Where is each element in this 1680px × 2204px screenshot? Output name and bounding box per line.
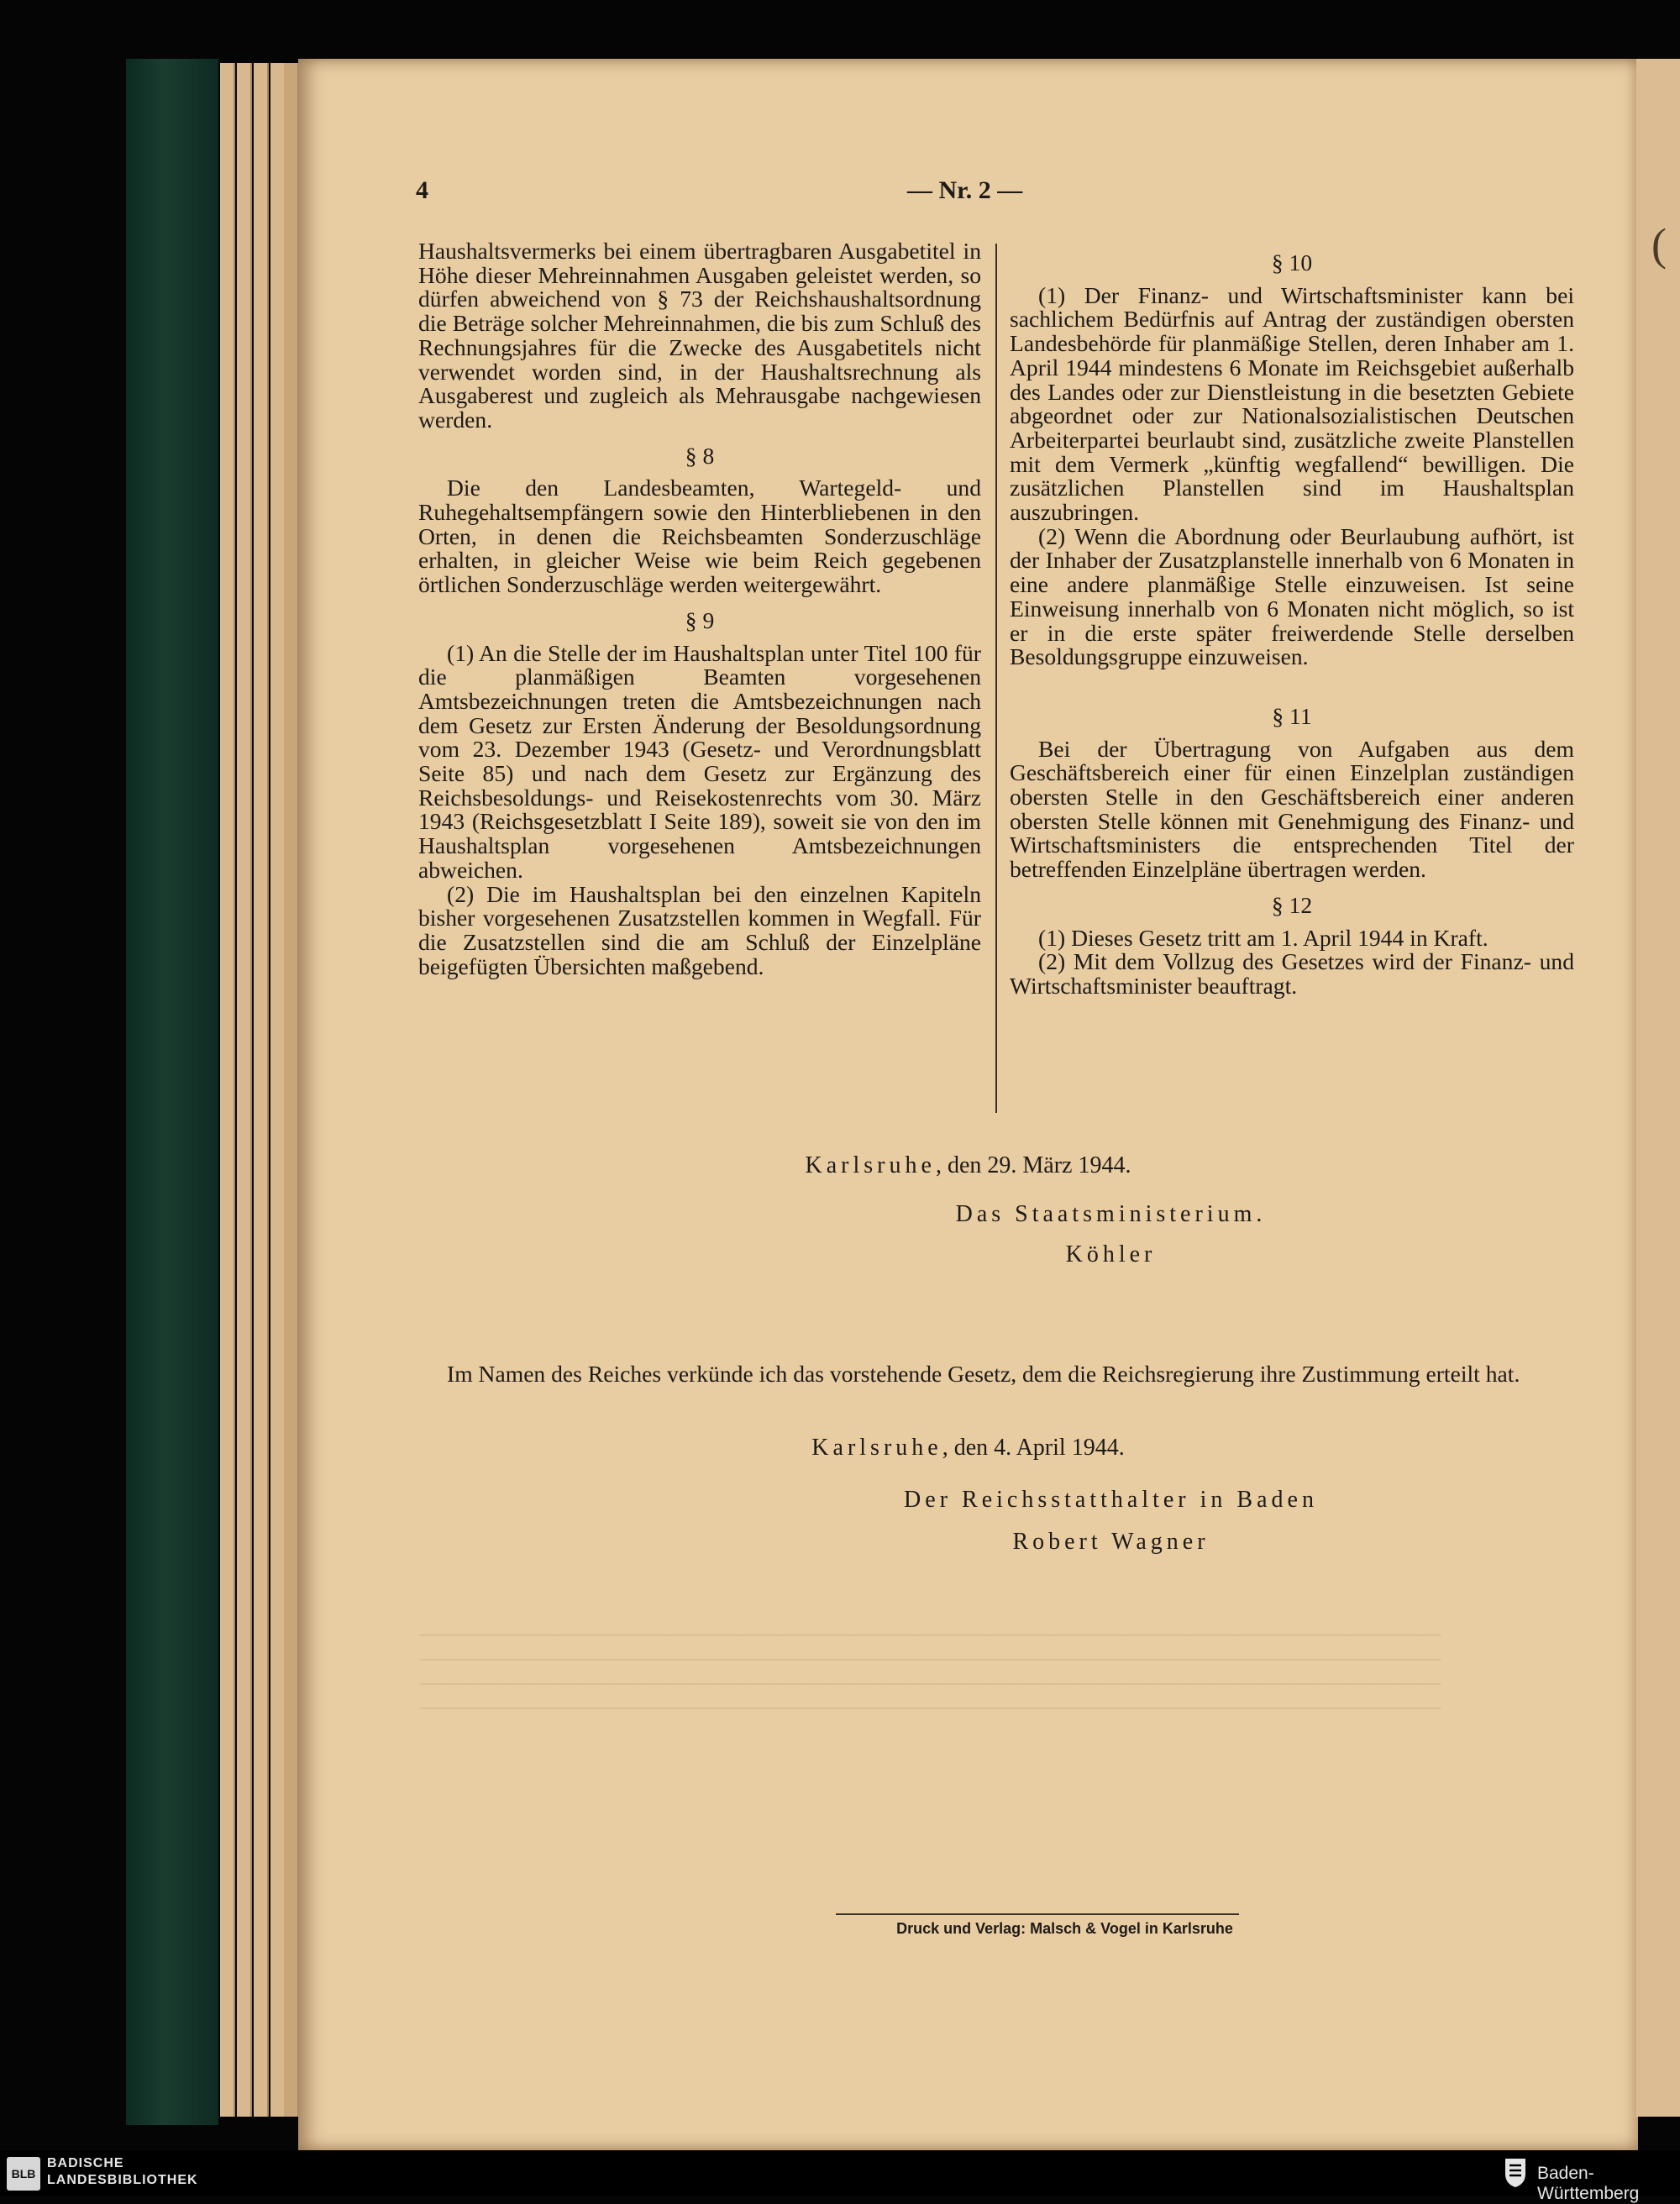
adjacent-page: [1636, 59, 1680, 2117]
page-edge: [254, 63, 269, 2117]
issue-number: — Nr. 2 —: [907, 176, 1023, 204]
paragraph: (1) An die Stelle der im Haushaltsplan unter Titel 100 für die planmäßigen Beamten vorgesehenen Amtsbezeichnungen treten die Amtsbezeichnungen nach dem Gesetz zur Ersten Änderung der Besoldungsordnung vom 23. Dezember 1943 (Gesetz- und Verordnungsblatt Seite 85) und nach dem Gesetz zur Ergänzung des Reichsbesoldungs- und Reisekostenrechts vom 30. März 1943 (Reichsgesetzblatt I Seite 189), soweit sie von den im Haushaltsplan vorgesehenen Amtsbezeichnungen abweichen.: [418, 639, 981, 883]
signer-1: Köhler: [1065, 1241, 1157, 1267]
section-heading: § 10: [1271, 249, 1313, 276]
city-2: Karlsruhe: [811, 1435, 942, 1461]
place-date-2: [298, 1435, 1638, 1461]
place-date-1: [298, 1152, 1638, 1179]
paragraph: Haushaltsvermerks bei einem übertragbaren Ausgabetitel in Höhe dieser Mehreinnahmen Ausgaben geleistet werden, so dürfen abweichend von § 73 der Reichshaushaltsordnung die Beträge solcher Mehreinnahmen, die bis zum Schluß des Rechnungsjahres für die Zwecke des Ausgabetitels nicht verwendet worden sind, in der Haushaltsrechnung als Ausgaberest und zugleich als Mehrausgabe nachgewiesen werden.: [418, 238, 981, 433]
adjacent-page-glyph: (: [1651, 219, 1667, 270]
footer-rule: [836, 1913, 1239, 1915]
section-heading: § 9: [685, 606, 715, 633]
page-edge: [220, 63, 235, 2117]
right-column: [1010, 239, 1574, 999]
ministry: Das Staatsministerium.: [955, 1201, 1267, 1227]
bw-label[interactable]: Baden-Württemberg: [1537, 2164, 1640, 2203]
paragraph: (2) Die im Haushaltsplan bei den einzelnen Kapiteln bisher vorgesehenen Zusatzstellen kommen in Wegfall. Für die Zusatzstellen sind die am Schluß der Einzelpläne beigefügten Übersichten maßgebend.: [418, 880, 981, 979]
imprint: Druck und Verlag: Malsch & Vogel in Karlsruhe: [896, 1920, 1233, 1937]
date-1: , den 29. März 1944.: [935, 1152, 1131, 1178]
city-1: Karlsruhe: [805, 1152, 936, 1178]
office: Der Reichsstatthalter in Baden: [904, 1487, 1318, 1513]
blb-wordmark[interactable]: [47, 2155, 198, 2189]
paragraph: (1) Der Finanz- und Wirtschaftsminister kann bei sachlichem Bedürfnis auf Antrag der zuständigen obersten Landesbehörde für planmäßige Stellen, deren Inhaber am 1. April 1944 mindestens 6 Monate im Reichsgebiet außerhalb des Landes oder zur Dienstleistung in die besetzten Gebiete abgeordnet oder zur Nationalsozialistischen Deutschen Arbeiterpartei beurlaubt sind, zusätzliche zweite Planstellen mit dem Vermerk „künftig wegfallend“ bewilligen. Die zusätzlichen Planstellen sind im Haushaltsplan auszubringen.: [1010, 281, 1574, 526]
section-heading: § 12: [1271, 891, 1313, 918]
book-binding: [126, 59, 218, 2125]
blb-line-1: BADISCHE: [47, 2156, 124, 2170]
proclamation-block: [418, 1362, 1574, 1387]
bw-coat-of-arms-icon: [1504, 2157, 1527, 2189]
paragraph: (2) Wenn die Abordnung oder Beurlaubung aufhört, ist der Inhaber der Zusatzplanstelle innerhalb von 6 Monaten in eine andere planmäßige Stelle einzuweisen. Ist seine Einweisung innerhalb von 6 Monaten nicht möglich, so ist er in die erste später freiwerdende Stelle derselben Besoldungsgruppe einzuweisen.: [1010, 522, 1574, 670]
spacer: [1010, 669, 1574, 693]
blb-line-2: LANDESBIBLIOTHEK: [47, 2173, 198, 2187]
show-through: ――――――――――――――――――――――――――――――――――――――――――――― ――――――――――――――――――――――――――――――――――――――――――――― ――――――――――――――――――――――――――――――――――――――――――――― ―――――――――――――――――――――――――――――――――――――――――――――: [420, 1620, 1441, 1719]
date-2: , den 4. April 1944.: [942, 1435, 1125, 1461]
section-heading: § 8: [685, 442, 715, 469]
paragraph: Bei der Übertragung von Aufgaben aus dem Geschäftsbereich einer für einen Einzelplan zuständigen obersten Stelle in den Geschäftsbereich einer anderen obersten Stelle können mit Genehmigung des Finanz- und Wirtschaftsministers die entsprechenden Titel der betreffenden Einzelpläne übertragen werden.: [1010, 735, 1574, 883]
viewer-bottom-bar: [0, 2150, 1680, 2196]
paragraph: Die den Landesbeamten, Wartegeld- und Ruhegehaltsempfängern sowie den Hinterbliebenen in den Orten, in denen die Reichsbeamten Sonderzuschläge erhalten, in gleicher Weise wie beim Reich gegebenen örtlichen Sonderzuschläge werden weitergewährt.: [418, 475, 981, 598]
left-column: [418, 239, 981, 979]
page-edge: [237, 63, 252, 2117]
paragraph: (1) Dieses Gesetz tritt am 1. April 1944 in Kraft.: [1038, 924, 1488, 951]
page-edge: [284, 63, 299, 2117]
paragraph: (2) Mit dem Vollzug des Gesetzes wird der Finanz- und Wirtschaftsminister beauftragt.: [1010, 948, 1574, 999]
section-heading: § 11: [1272, 702, 1312, 729]
signer-2: Robert Wagner: [1012, 1529, 1210, 1555]
blb-logo-icon[interactable]: BLB: [7, 2157, 40, 2191]
column-divider: [995, 244, 997, 1113]
page-number: 4: [416, 176, 428, 204]
proclamation: Im Namen des Reiches verkünde ich das vorstehende Gesetz, dem die Reichsregierung ihre Zustimmung erteilt hat.: [447, 1361, 1520, 1387]
